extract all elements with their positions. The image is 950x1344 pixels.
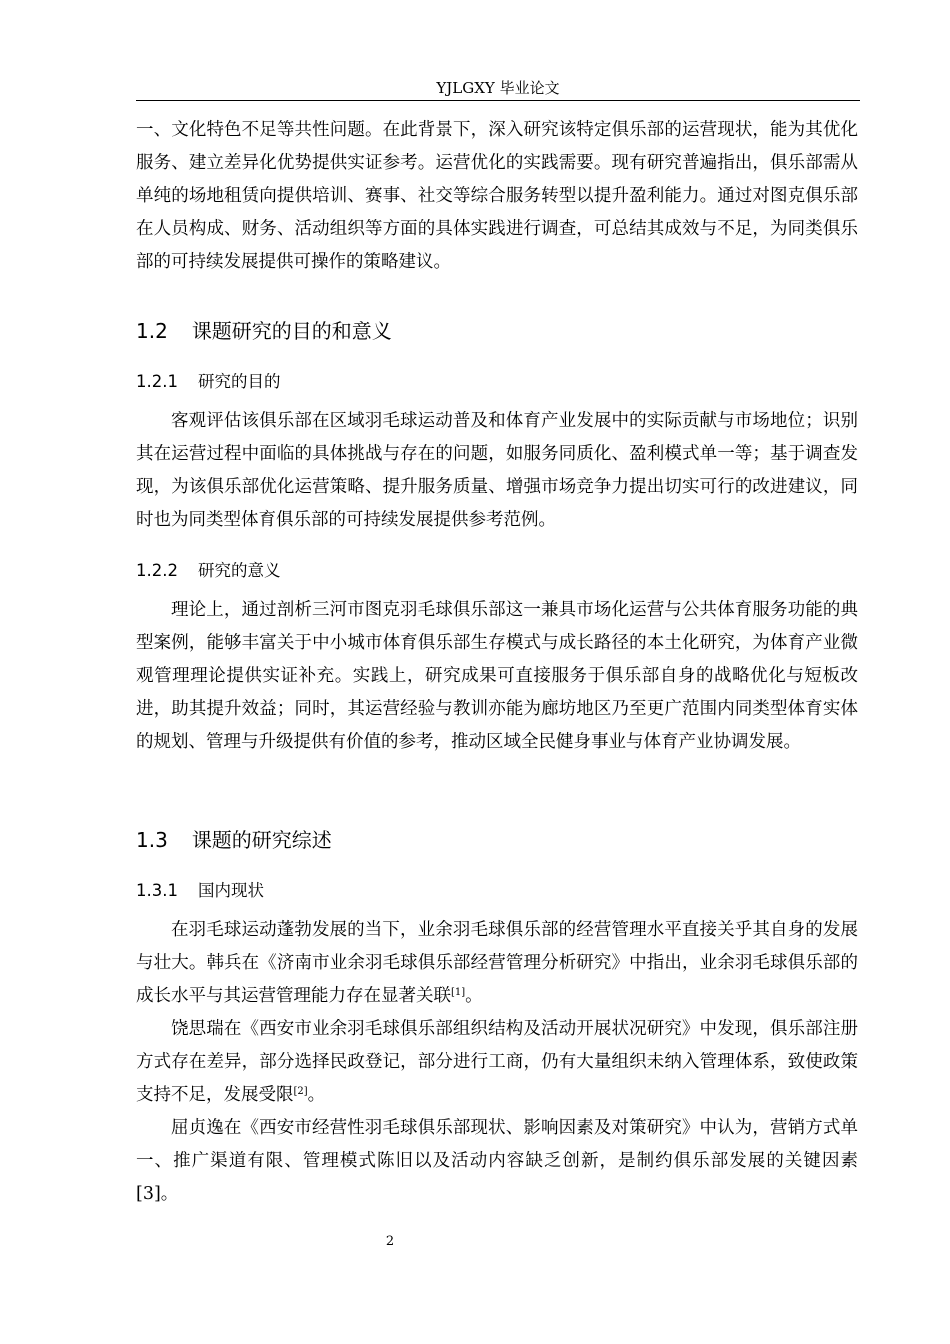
header-divider: [136, 100, 860, 101]
page-header: YJLGXY 毕业论文: [436, 79, 560, 97]
subsection-number: 1.2.2: [136, 561, 178, 580]
intro-paragraph: 一、文化特色不足等共性问题。在此背景下，深入研究该特定俱乐部的运营现状，能为其优化服务、建立差异化优势提供实证参考。运营优化的实践需要。现有研究普遍指出，俱乐部需从单纯的场地租赁向提供培训、赛事、社交等综合服务转型以提升盈利能力。通过对图克俱乐部在人员构成、财务、活动组织等方面的具体实践进行调查，可总结其成效与不足，为同类俱乐部的可持续发展提供可操作的策略建议。: [136, 120, 858, 272]
section-heading-1-2: [136, 317, 392, 345]
paragraph-text: 在羽毛球运动蓬勃发展的当下，业余羽毛球俱乐部的经营管理水平直接关乎其自身的发展与壮大。韩兵在《济南市业余羽毛球俱乐部经营管理分析研究》中指出，业余羽毛球俱乐部的成长水平与其运营管理能力存在显著关联: [136, 920, 858, 1006]
subsection-heading-1-3-1: [136, 879, 264, 903]
subsection-number: 1.3.1: [136, 881, 178, 900]
domestic-paragraph-2: [136, 1013, 858, 1112]
citation-ref: [2]: [293, 1086, 308, 1097]
section-number: 1.2: [136, 319, 168, 343]
domestic-paragraph-1: [136, 914, 858, 1013]
paragraph-end: 。: [307, 1085, 326, 1105]
significance-paragraph: 理论上，通过剖析三河市图克羽毛球俱乐部这一兼具市场化运营与公共体育服务功能的典型案例，能够丰富关于中小城市体育俱乐部生存模式与成长路径的本土化研究，为体育产业微观管理理论提供实证补充。实践上，研究成果可直接服务于俱乐部自身的战略优化与短板改进，助其提升效益；同时，其运营经验与教训亦能为廊坊地区乃至更广范围内同类型体育实体的规划、管理与升级提供有价值的参考，推动区域全民健身事业与体育产业协调发展。: [136, 600, 858, 752]
section-title: 课题研究的目的和意义: [191, 319, 392, 343]
section-title: 课题的研究综述: [191, 828, 332, 852]
citation-ref: [1]: [451, 987, 466, 998]
section-heading-1-3: [136, 826, 332, 854]
purpose-paragraph: 客观评估该俱乐部在区域羽毛球运动普及和体育产业发展中的实际贡献与市场地位；识别其在运营过程中面临的具体挑战与存在的问题，如服务同质化、盈利模式单一等；基于调查发现，为该俱乐部优化运营策略、提升服务质量、增强市场竞争力提出切实可行的改进建议，同时也为同类型体育俱乐部的可持续发展提供参考范例。: [136, 411, 858, 530]
subsection-title: 研究的意义: [197, 561, 281, 580]
subsection-heading-1-2-2: [136, 559, 280, 583]
subsection-number: 1.2.1: [136, 372, 178, 391]
page-number: 2: [385, 1234, 395, 1249]
section-number: 1.3: [136, 828, 168, 852]
subsection-title: 国内现状: [197, 881, 264, 900]
paragraph-end: 。: [465, 986, 483, 1006]
paragraph-text: 饶思瑞在《西安市业余羽毛球俱乐部组织结构及活动开展状况研究》中发现，俱乐部注册方式存在差异，部分选择民政登记，部分进行工商，仍有大量组织未纳入管理体系，致使政策支持不足，发展受限: [136, 1019, 858, 1105]
subsection-heading-1-2-1: [136, 370, 280, 394]
subsection-title: 研究的目的: [197, 372, 281, 391]
domestic-paragraph-3: 屈贞逸在《西安市经营性羽毛球俱乐部现状、影响因素及对策研究》中认为，营销方式单一、推广渠道有限、管理模式陈旧以及活动内容缺乏创新，是制约俱乐部发展的关键因素[3]。: [136, 1118, 858, 1204]
